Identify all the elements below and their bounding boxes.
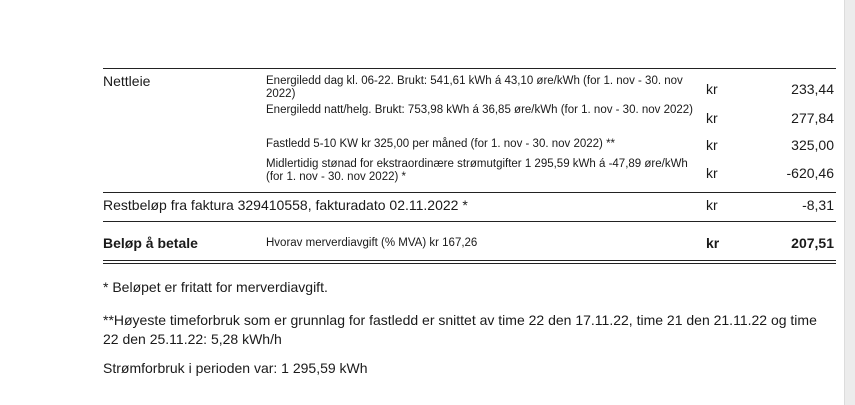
nettleie-row-amount: 325,00	[791, 137, 834, 153]
nettleie-row-currency: kr	[706, 165, 718, 181]
nettleie-row-amount: 233,44	[791, 81, 834, 97]
total-currency: kr	[706, 235, 720, 251]
footnote-fastledd: **Høyeste timeforbruk som er grunnlag for fastledd er snittet av time 22 den 17.11.22, time 21 den 21.11.22 og time 22 den 25.11.22: 5,28 kWh/h	[103, 312, 817, 347]
restbelop-currency: kr	[706, 197, 718, 213]
nettleie-row-amount: 277,84	[791, 110, 834, 126]
total-double-underline	[103, 260, 836, 261]
total-amount: 207,51	[791, 235, 834, 251]
restbelop-amount: -8,31	[802, 197, 834, 213]
top-divider	[103, 68, 836, 69]
nettleie-row-desc: Fastledd 5-10 KW kr 325,00 per måned (for 1. nov - 30. nov 2022) **	[266, 138, 616, 150]
nettleie-label: Nettleie	[103, 73, 151, 89]
page-edge	[844, 0, 855, 405]
nettleie-row-currency: kr	[706, 137, 718, 153]
nettleie-row-desc: Energiledd natt/helg. Brukt: 753,98 kWh á 36,85 øre/kWh (for 1. nov - 30. nov 2022)	[266, 104, 694, 116]
restbelop-label: Restbeløp fra faktura 329410558, fakturadato 02.11.2022 *	[103, 197, 468, 213]
vat-note: Hvorav merverdiavgift (% MVA) kr 167,26	[266, 237, 478, 249]
footnote-consumption: Strømforbruk i perioden var: 1 295,59 kWh	[103, 360, 368, 376]
total-double-underline	[103, 263, 836, 264]
section-divider	[103, 192, 836, 193]
total-label: Beløp å betale	[103, 235, 198, 251]
nettleie-row-currency: kr	[706, 110, 718, 126]
nettleie-row-desc: Midlertidig stønad for ekstraordinære strømutgifter 1 295,59 kWh á -47,89 øre/kWh (for 1. nov - 30. nov 2022) *	[266, 158, 688, 183]
nettleie-row-currency: kr	[706, 81, 718, 97]
nettleie-row-amount: -620,46	[786, 165, 834, 181]
nettleie-row-desc: Energiledd dag kl. 06-22. Brukt: 541,61 kWh á 43,10 øre/kWh (for 1. nov - 30. nov 2022)	[266, 75, 683, 100]
section-divider	[103, 221, 836, 222]
footnote-vat-exempt: * Beløpet er fritatt for merverdiavgift.	[103, 279, 328, 295]
